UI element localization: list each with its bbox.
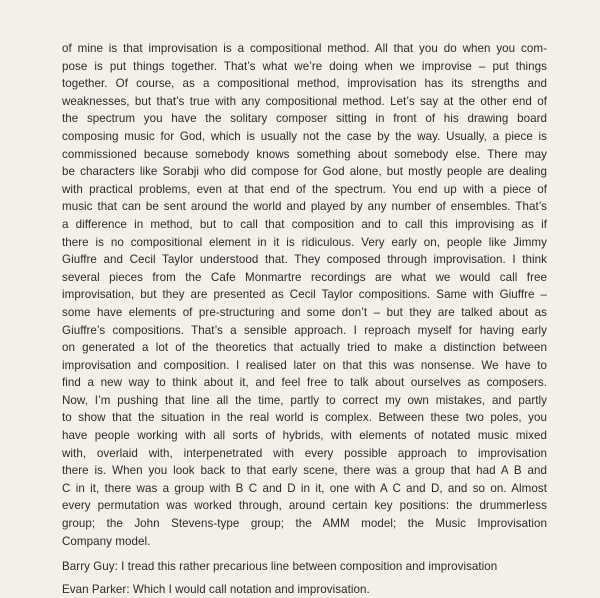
body-line-26: C in it, there was a group with B C and D in it, one with A C and D, and so on. Almost — [62, 481, 547, 495]
body-line-6: composing music for God, which is usually not the case by the way. Usually, a piece is — [62, 129, 547, 143]
body-line-16: some have elements of pre-structuring and some don’t – but they are talked about as — [62, 305, 547, 319]
body-line-29: Company model. — [62, 534, 151, 548]
body-line-7: commissioned because somebody knows something about somebody else. There may — [62, 147, 547, 161]
dialogue-evan-parker: Evan Parker: Which I would call notation and improvisation. — [62, 582, 370, 596]
body-line-13: Giuffre and Cecil Taylor understood that. They composed through improvisation. I think — [62, 253, 547, 267]
dialogue-barry-guy: Barry Guy: I tread this rather precarious line between composition and improvisation — [62, 560, 498, 574]
body-line-28: group; the John Stevens-type group; the AMM model; the Music Improvisation — [62, 517, 547, 531]
body-line-10: music that can be sent around the world and played by any number of ensembles. That’s — [62, 200, 547, 214]
body-line-18: on generated a lot of the theoretics that actually tried to make a distinction between — [62, 341, 547, 355]
body-line-8: be characters like Sorabji who did compose for God alone, but mostly people are dealing — [62, 165, 547, 179]
body-line-25: there is. When you look back to that early scene, there was a group that had A B and — [62, 464, 547, 478]
body-line-3: together. Of course, as a compositional method, improvisation has its strengths and — [62, 77, 547, 91]
body-line-5: the spectrum you have the solitary composer sitting in front of his drawing board — [62, 112, 547, 126]
body-line-4: weaknesses, but that’s true with any compositional method. Let’s say at the other end of — [62, 94, 547, 108]
interview-text — [62, 40, 547, 598]
body-line-24: with, overlaid with, interpenetrated with every possible approach to improvisation — [62, 446, 547, 460]
body-line-1: of mine is that improvisation is a compositional method. All that you do when you com- — [62, 42, 547, 55]
body-line-15: improvisation, but they are presented as Cecil Taylor compositions. Same with Giuffre – — [62, 288, 547, 302]
body-line-2: pose is put things together. That’s what we’re doing when we improvise – put things — [62, 59, 547, 73]
body-line-14: several pieces from the Cafe Monmartre recordings are what we would call free — [62, 270, 547, 284]
body-line-12: there is no compositional element in it is ridiculous. Very early on, people like Jimmy — [62, 235, 547, 249]
body-line-27: every permutation was worked through, around certain key positions: the drummerless — [62, 499, 547, 513]
body-line-20: find a new way to think about it, and feel free to talk about ourselves as composers. — [62, 376, 547, 390]
body-line-9: with practical problems, even at that end of the spectrum. You end up with a piece of — [62, 182, 547, 196]
body-line-19: improvisation and composition. I realised later on that this was nonsense. We have to — [62, 358, 547, 372]
body-line-22: to show that the situation in the real world is complex. Between these two poles, you — [62, 411, 547, 425]
body-line-23: have people working with all sorts of hybrids, with elements of notated music mixed — [62, 429, 547, 443]
body-line-11: a difference in method, but to call that composition and to call this improvising as if — [62, 217, 547, 231]
body-line-17: Giuffre’s compositions. That’s a sensible approach. I reproach myself for having early — [62, 323, 547, 337]
body-line-21: Now, I’m pushing that line all the time, partly to correct my own mistakes, and partly — [62, 393, 547, 407]
